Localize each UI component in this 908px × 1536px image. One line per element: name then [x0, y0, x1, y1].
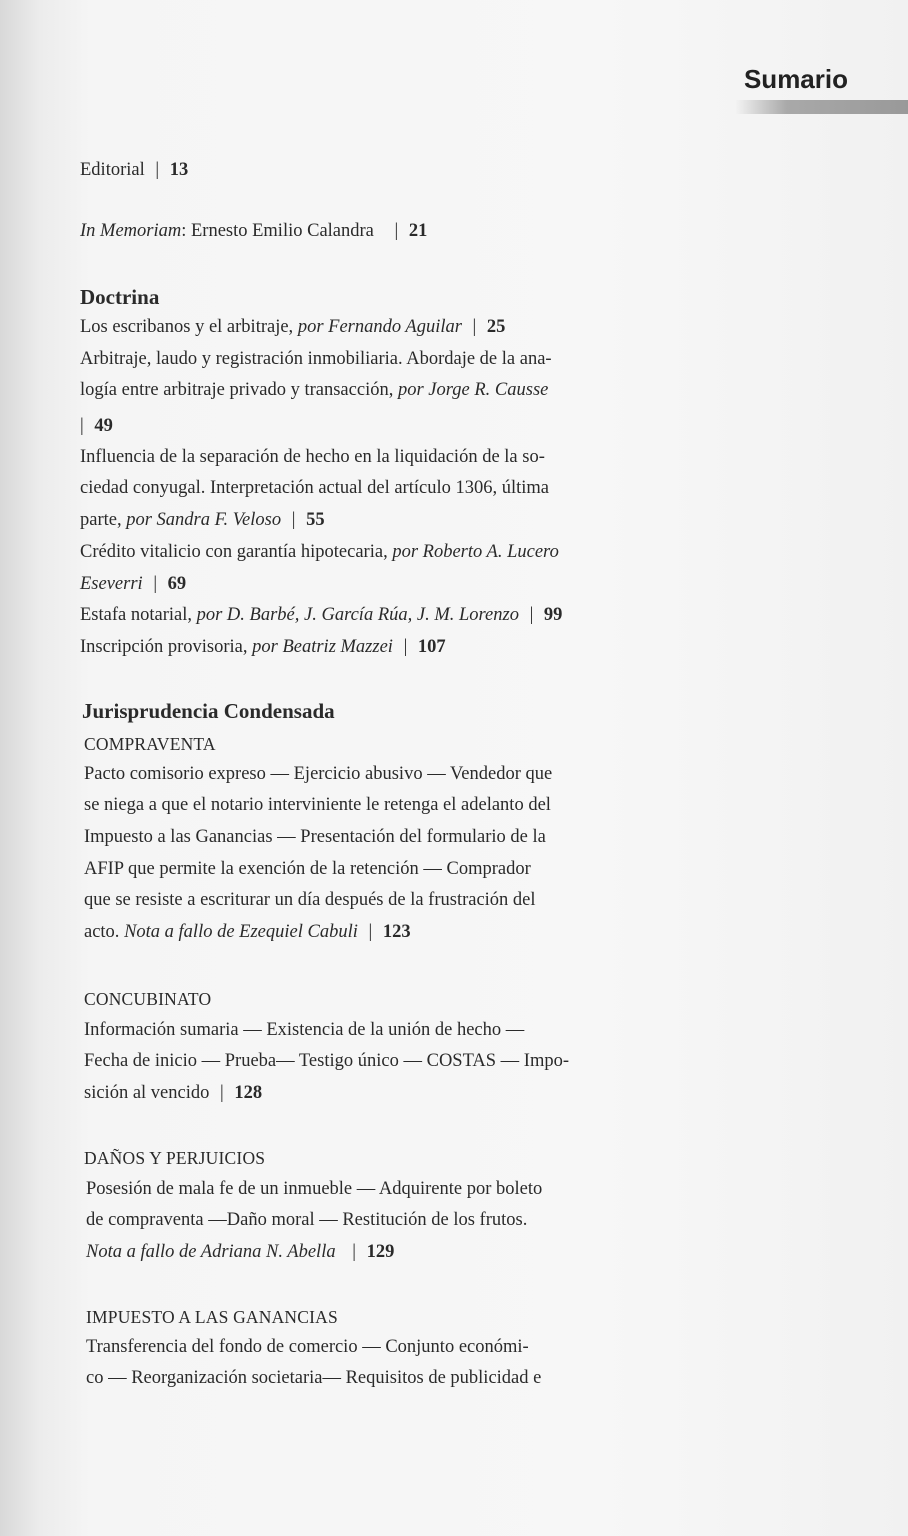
page-number: 55 — [306, 510, 325, 530]
page-number: 128 — [234, 1083, 263, 1103]
separator: | — [153, 574, 158, 594]
page-title: Sumario — [743, 64, 848, 94]
entry-title: sición al vencido — [84, 1083, 210, 1103]
toc-entry-line — [80, 540, 559, 564]
separator: | — [472, 317, 477, 337]
page-number: 129 — [366, 1242, 395, 1262]
toc-entry-line: Arbitraje, laudo y registración inmobiliaria. Abordaje de la ana- — [80, 349, 552, 369]
separator: | — [352, 1242, 356, 1262]
entry-title-italic: In Memoriam — [80, 221, 182, 241]
page-number: 69 — [167, 574, 187, 594]
subsection-title: COMPRAVENTA — [84, 734, 216, 754]
toc-entry-line: co — Reorganización societaria— Requisitos de publicidad e — [86, 1368, 542, 1388]
entry-author: por Fernando Aguilar — [297, 317, 462, 337]
entry-title: Estafa notarial, — [80, 605, 197, 625]
toc-entry-line: se niega a que el notario interviniente le retenga el adelanto del — [84, 795, 551, 815]
toc-entry-line — [80, 378, 548, 402]
separator: | — [368, 922, 373, 942]
entry-author: Eseverri — [80, 574, 143, 594]
toc-entry-line — [84, 920, 411, 944]
toc-entry-line: Posesión de mala fe de un inmueble — Adquirente por boleto — [86, 1179, 543, 1199]
subsection-title: DAÑOS Y PERJUICIOS — [84, 1148, 266, 1168]
toc-memoriam — [80, 219, 427, 243]
separator: | — [291, 510, 296, 530]
toc-entry-line — [80, 572, 186, 596]
toc-entry-line: ciedad conyugal. Interpretación actual del artículo 1306, última — [80, 478, 549, 498]
toc-entry-line: Información sumaria — Existencia de la unión de hecho — — [84, 1020, 525, 1040]
toc-entry — [80, 635, 446, 659]
entry-author: por Beatriz Mazzei — [252, 637, 393, 657]
subsection-title: IMPUESTO A LAS GANANCIAS — [86, 1307, 338, 1327]
toc-entry-line: que se resiste a escriturar un día después de la frustración del — [84, 890, 536, 910]
entry-author: Nota a fallo de Ezequiel Cabuli — [124, 922, 358, 942]
entry-title: Crédito vitalicio con garantía hipotecaria, — [80, 542, 393, 562]
toc-entry-line — [86, 1240, 394, 1264]
entry-author: por Jorge R. Causse — [397, 380, 549, 400]
toc-entry-line: Pacto comisorio expreso — Ejercicio abusivo — Vendedor que — [84, 764, 553, 784]
entry-title: : Ernesto Emilio Calandra — [181, 221, 374, 241]
page-number: 99 — [543, 605, 563, 625]
toc-entry-line: Impuesto a las Ganancias — Presentación del formulario de la — [84, 827, 546, 847]
subsection-title: CONCUBINATO — [84, 989, 212, 1009]
page-number: 123 — [382, 922, 411, 942]
page-number: 13 — [169, 160, 189, 180]
separator: | — [80, 416, 84, 436]
toc-entry-line: AFIP que permite la exención de la retención — Comprador — [84, 859, 531, 879]
entry-title: Inscripción provisoria, — [80, 637, 253, 657]
entry-title: parte, — [80, 510, 127, 530]
section-heading-jurisprudencia: Jurisprudencia Condensada — [82, 699, 335, 723]
separator: | — [394, 221, 399, 241]
toc-entry-line: de compraventa —Daño moral — Restitución de los frutos. — [86, 1210, 528, 1230]
page-number: 49 — [94, 416, 113, 436]
toc-entry-line — [84, 1081, 262, 1105]
toc-entry-line — [80, 508, 325, 532]
header-rule — [735, 100, 908, 114]
toc-entry-line: Influencia de la separación de hecho en la liquidación de la so- — [80, 447, 545, 467]
entry-author: por Roberto A. Lucero — [392, 542, 559, 562]
toc-entry — [80, 603, 562, 627]
toc-entry-line — [80, 414, 113, 438]
entry-title: logía entre arbitraje privado y transacción, — [80, 380, 398, 400]
section-heading-doctrina: Doctrina — [80, 285, 160, 309]
page-number: 21 — [408, 221, 428, 241]
toc-entry-line: Fecha de inicio — Prueba— Testigo único — COSTAS — Impo- — [84, 1051, 570, 1071]
separator: | — [403, 637, 408, 657]
page-number: 107 — [417, 637, 446, 657]
toc-editorial — [80, 158, 188, 182]
entry-title: Editorial — [80, 160, 145, 180]
entry-title: Los escribanos y el arbitraje, — [80, 317, 298, 337]
entry-author: Nota a fallo de Adriana N. Abella — [86, 1242, 336, 1262]
entry-author: por Sandra F. Veloso — [126, 510, 282, 530]
toc-entry — [80, 315, 505, 339]
separator: | — [529, 605, 534, 625]
separator: | — [155, 160, 160, 180]
entry-author: por D. Barbé, J. García Rúa, J. M. Lorenzo — [196, 605, 519, 625]
page-number: 25 — [486, 317, 506, 337]
separator: | — [219, 1083, 224, 1103]
toc-entry-line: Transferencia del fondo de comercio — Conjunto económi- — [86, 1337, 529, 1357]
entry-title: acto. — [84, 922, 125, 942]
